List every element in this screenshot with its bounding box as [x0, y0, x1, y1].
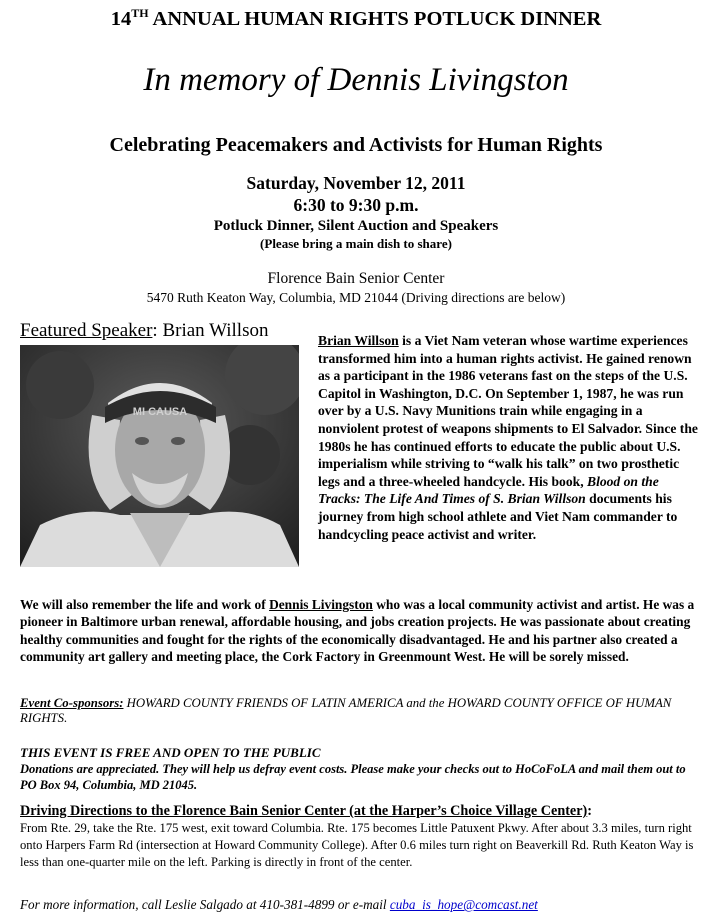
page-title: 14TH ANNUAL HUMAN RIGHTS POTLUCK DINNER: [110, 6, 602, 30]
contact-info: For more information, call Leslie Salgado at 410-381-4899 or e-mail cuba_is_hope@comcast.net: [20, 897, 538, 912]
event-date: Saturday, November 12, 2011: [246, 173, 466, 193]
memorial-script-heading: [0, 50, 712, 112]
directions-heading: Driving Directions to the Florence Bain Senior Center (at the Harper’s Choice Village Center):: [20, 803, 592, 819]
speaker-photo: [20, 345, 299, 567]
svg-text:MI CAUSA: MI CAUSA: [132, 406, 188, 418]
event-activities: Potluck Dinner, Silent Auction and Speakers: [213, 218, 499, 234]
free-event-notice: THIS EVENT IS FREE AND OPEN TO THE PUBLIC: [20, 745, 321, 760]
event-time: 6:30 to 9:30 p.m.: [293, 195, 419, 215]
venue-address: 5470 Ruth Keaton Way, Columbia, MD 21044 (Driving directions are below): [146, 290, 566, 305]
speaker-bio: Brian Willson is a Viet Nam veteran whose wartime experiences transformed him into a human rights activist. He gained renown as a participant in the 1986 veterans fast on the steps of the U.S. Capitol in Washington, D.C. On September 1, 1987, he was run over by a U.S. Navy Munitions train while engaging in a nonviolent protest of weapons shipments to El Salvador. Since the 1980s he has continued efforts to educate the public about U.S. imperialism while striving to “walk his talk” on two prosthetic legs and a three-wheeled handcycle. His book, Blood on the Tracks: The Life And Times of S. Brian Willson documents his journey from high school athlete and Viet Nam commander to handcycling peace activist and writer.: [318, 333, 698, 542]
remembrance-paragraph: We will also remember the life and work of Dennis Livingston who was a local community activist and artist. He was a pioneer in Baltimore urban renewal, affordable housing, and jobs creation projects. He was passionate about creating healthy communities and fought for the rights of the economically disadvantaged. He and his partner also created a community art gallery and meeting place, the Cork Factory in Greenmount West. He will be sorely missed.: [20, 597, 695, 665]
directions-text: From Rte. 29, take the Rte. 175 west, exit toward Columbia. Rte. 175 becomes Little Patuxent Pkwy. After about 3.3 miles, turn right onto Harpers Farm Rd (intersection at Howard Community College). After 0.6 miles turn right on Beaverkill Rd. Ruth Keaton Way is less than one-quarter mile on the left. Parking is directly in front of the center.: [20, 821, 694, 869]
event-cosponsors: Event Co-sponsors: HOWARD COUNTY FRIENDS OF LATIN AMERICA and the HOWARD COUNTY OFFICE OF HUMAN RIGHTS.: [20, 696, 672, 725]
featured-speaker-heading: Featured Speaker: Brian Willson: [20, 320, 269, 341]
subtitle: Celebrating Peacemakers and Activists for Human Rights: [109, 134, 603, 156]
venue-name: Florence Bain Senior Center: [267, 270, 445, 287]
contact-email-link[interactable]: cuba_is_hope@comcast.net: [389, 897, 538, 912]
svg-text:In memory of Dennis Livingston: In memory of Dennis Livingston: [143, 62, 569, 98]
donations-note: Donations are appreciated. They will help us defray event costs. Please make your checks out to HoCoFoLA and mail them out to PO Box 94, Columbia, MD 21045.: [20, 762, 686, 792]
bring-note: (Please bring a main dish to share): [260, 236, 452, 251]
